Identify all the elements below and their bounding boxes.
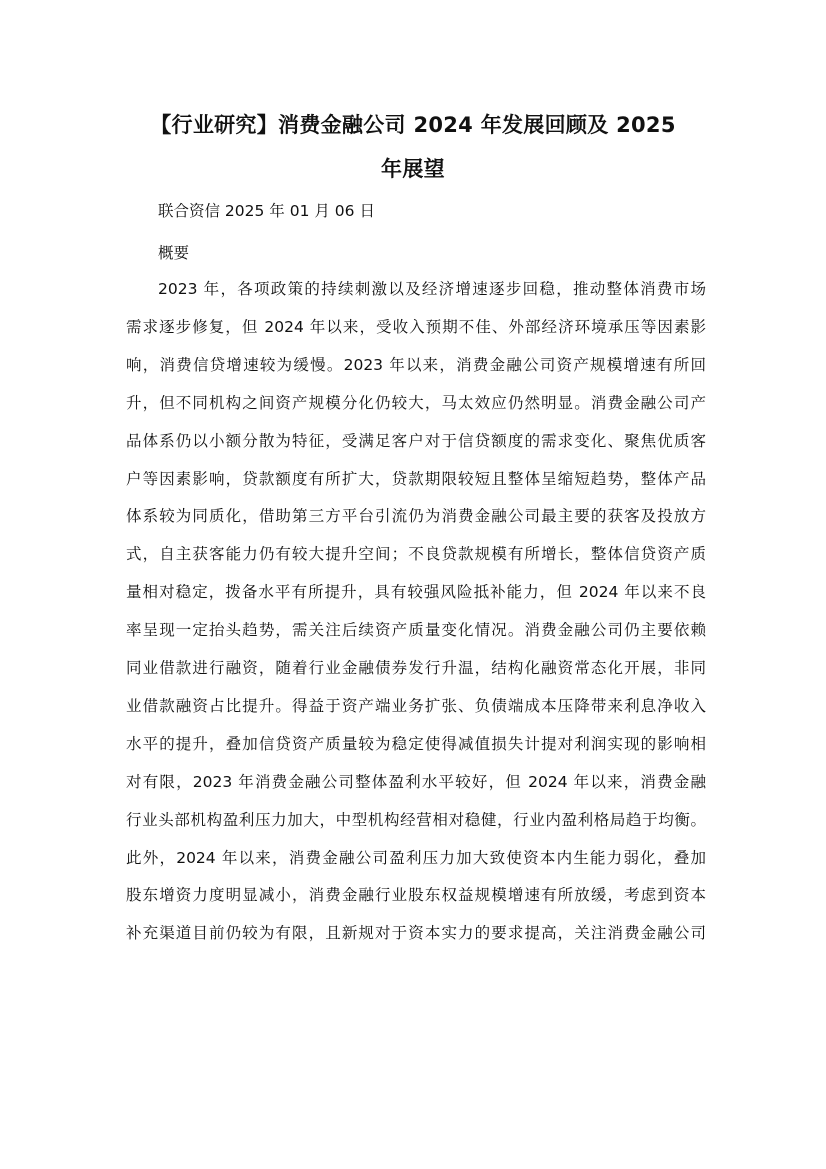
byline: 联合资信 2025 年 01 月 06 日 xyxy=(158,202,375,220)
paragraph-line: 户等因素影响，贷款额度有所扩大，贷款期限较短且整体呈缩短趋势，整体产品 xyxy=(126,469,706,488)
paragraph-line: 升，但不同机构之间资产规模分化仍较大，马太效应仍然明显。消费金融公司产 xyxy=(126,393,706,412)
paragraph-line: 响，消费信贷增速较为缓慢。2023 年以来，消费金融公司资产规模增速有所回 xyxy=(126,355,706,374)
paragraph-line: 体系较为同质化，借助第三方平台引流仍为消费金融公司最主要的获客及投放方 xyxy=(126,507,706,526)
section-heading: 概要 xyxy=(158,244,190,262)
document-title-line-2: 年展望 xyxy=(381,157,445,181)
paragraph-line: 同业借款进行融资，随着行业金融债券发行升温，结构化融资常态化开展，非同 xyxy=(126,659,706,677)
paragraph-line: 此外，2024 年以来，消费金融公司盈利压力加大致使资本内生能力弱化，叠加 xyxy=(126,848,706,867)
paragraph-line: 对有限，2023 年消费金融公司整体盈利水平较好，但 2024 年以来，消费金融 xyxy=(126,772,706,791)
paragraph-line: 需求逐步修复，但 2024 年以来，受收入预期不佳、外部经济环境承压等因素影 xyxy=(126,317,706,336)
paragraph-line: 补充渠道目前仍较为有限，且新规对于资本实力的要求提高，关注消费金融公司 xyxy=(126,924,706,943)
paragraph-line: 式，自主获客能力仍有较大提升空间；不良贷款规模有所增长，整体信贷资产质 xyxy=(126,545,706,564)
paragraph-line: 业借款融资占比提升。得益于资产端业务扩张、负债端成本压降带来利息净收入 xyxy=(126,696,706,715)
paragraph-line: 行业头部机构盈利压力加大，中型机构经营相对稳健，行业内盈利格局趋于均衡。 xyxy=(126,810,706,829)
paragraph-line: 水平的提升，叠加信贷资产质量较为稳定使得减值损失计提对利润实现的影响相 xyxy=(126,734,706,753)
paragraph-line: 品体系仍以小额分散为特征，受满足客户对于信贷额度的需求变化、聚焦优质客 xyxy=(126,431,706,450)
paragraph-line: 股东增资力度明显减小，消费金融行业股东权益规模增速有所放缓，考虑到资本 xyxy=(126,886,706,905)
document-title-line-1: 【行业研究】消费金融公司 2024 年发展回顾及 2025 xyxy=(150,113,676,137)
paragraph-line: 量相对稳定，拨备水平有所提升，具有较强风险抵补能力，但 2024 年以来不良 xyxy=(126,583,706,602)
paragraph-line: 率呈现一定抬头趋势，需关注后续资产质量变化情况。消费金融公司仍主要依赖 xyxy=(126,621,706,640)
paragraph-line: 2023 年，各项政策的持续刺激以及经济增速逐步回稳，推动整体消费市场 xyxy=(158,280,706,298)
